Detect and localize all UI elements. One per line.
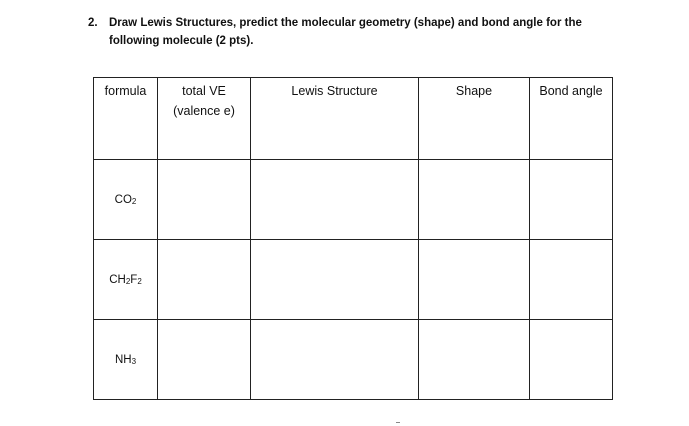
lewis-structure-cell[interactable] (251, 320, 419, 400)
formula-cell (94, 160, 158, 240)
header-bond-angle: Bond angle (530, 78, 613, 160)
shape-cell[interactable] (419, 160, 530, 240)
table-row (94, 320, 613, 400)
shape-cell[interactable] (419, 240, 530, 320)
formula-text: $NH_3$ (114, 353, 137, 366)
header-formula: formula (94, 78, 158, 160)
question-text-line2: following molecule (2 pts). (109, 35, 254, 47)
header-shape: Shape (419, 78, 530, 160)
total-ve-cell[interactable] (158, 320, 251, 400)
bond-angle-cell[interactable] (530, 240, 613, 320)
header-total-ve: total VE (valence e) (158, 78, 251, 160)
formula-cell (94, 320, 158, 400)
lewis-structure-cell[interactable] (251, 160, 419, 240)
formula-text: $CH_2F_2$ (109, 273, 142, 286)
bond-angle-cell[interactable] (530, 160, 613, 240)
lewis-structure-cell[interactable] (251, 240, 419, 320)
shape-cell[interactable] (419, 320, 530, 400)
page-edge-mark (396, 422, 400, 425)
bond-angle-cell[interactable] (530, 320, 613, 400)
worksheet-table (93, 77, 613, 400)
total-ve-cell[interactable] (158, 240, 251, 320)
header-lewis-structure: Lewis Structure (251, 78, 419, 160)
formula-text: $CO_2$ (114, 193, 137, 206)
question-text-line1: Draw Lewis Structures, predict the molecular geometry (shape) and bond angle for the (109, 17, 582, 29)
table-row (94, 160, 613, 240)
header-row (94, 78, 613, 160)
total-ve-cell[interactable] (158, 160, 251, 240)
table-row (94, 240, 613, 320)
question-number: 2. (88, 17, 98, 29)
formula-cell (94, 240, 158, 320)
